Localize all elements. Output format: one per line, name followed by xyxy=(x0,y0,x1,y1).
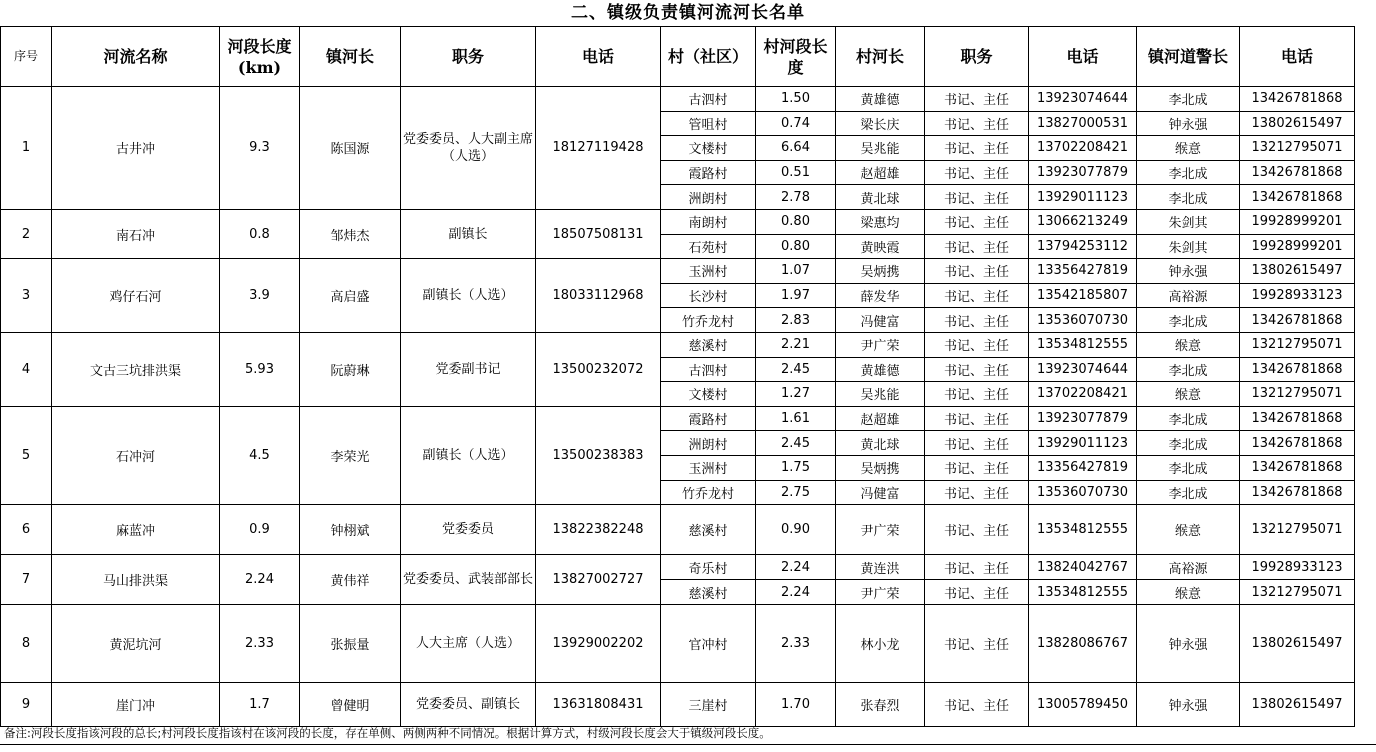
police-name: 李北成 xyxy=(1137,406,1240,431)
village-length: 2.24 xyxy=(756,555,836,580)
village-chief: 黄北球 xyxy=(836,431,925,456)
header-police: 镇河道警长 xyxy=(1137,27,1240,87)
village-length: 2.33 xyxy=(756,605,836,683)
police-phone: 19928933123 xyxy=(1240,283,1355,308)
town-role: 党委副书记 xyxy=(401,332,536,406)
river-no: 3 xyxy=(1,259,52,333)
town-chief: 阮蔚琳 xyxy=(300,332,401,406)
village-chief: 薛发华 xyxy=(836,283,925,308)
village-role: 书记、主任 xyxy=(925,259,1029,284)
table-row xyxy=(1,332,1355,357)
village-length: 0.80 xyxy=(756,234,836,259)
police-name: 钟永强 xyxy=(1137,259,1240,284)
river-no: 1 xyxy=(1,87,52,210)
village-phone: 13536070730 xyxy=(1029,308,1137,333)
police-phone: 19928999201 xyxy=(1240,209,1355,234)
village-name: 玉洲村 xyxy=(661,259,756,284)
village-role: 书记、主任 xyxy=(925,160,1029,185)
village-phone: 13923074644 xyxy=(1029,87,1137,112)
village-length: 2.78 xyxy=(756,185,836,210)
village-role: 书记、主任 xyxy=(925,111,1029,136)
village-name: 古泗村 xyxy=(661,357,756,382)
village-name: 管咀村 xyxy=(661,111,756,136)
village-name: 竹乔龙村 xyxy=(661,308,756,333)
village-role: 书记、主任 xyxy=(925,431,1029,456)
police-phone: 13426781868 xyxy=(1240,406,1355,431)
page-title: 二、镇级负责镇河流河长名单 xyxy=(571,3,805,23)
village-phone: 13534812555 xyxy=(1029,505,1137,555)
river-name: 古井冲 xyxy=(52,87,220,210)
town-chief: 曾健明 xyxy=(300,683,401,727)
header-village-phone: 电话 xyxy=(1029,27,1137,87)
header-river-name: 河流名称 xyxy=(52,27,220,87)
header-town-chief: 镇河长 xyxy=(300,27,401,87)
village-role: 书记、主任 xyxy=(925,683,1029,727)
village-phone: 13536070730 xyxy=(1029,480,1137,505)
table-header-row xyxy=(1,27,1355,87)
village-name: 慈溪村 xyxy=(661,580,756,605)
village-phone: 13702208421 xyxy=(1029,136,1137,161)
village-role: 书记、主任 xyxy=(925,234,1029,259)
police-name: 钟永强 xyxy=(1137,111,1240,136)
police-name: 李北成 xyxy=(1137,160,1240,185)
river-name: 鸡仔石河 xyxy=(52,259,220,333)
town-phone: 13631808431 xyxy=(536,683,661,727)
village-role: 书记、主任 xyxy=(925,308,1029,333)
police-name: 朱剑其 xyxy=(1137,234,1240,259)
police-phone: 13802615497 xyxy=(1240,111,1355,136)
police-phone: 13426781868 xyxy=(1240,455,1355,480)
village-phone: 13923074644 xyxy=(1029,357,1137,382)
village-phone: 13929011123 xyxy=(1029,431,1137,456)
village-length: 6.64 xyxy=(756,136,836,161)
village-length: 2.24 xyxy=(756,580,836,605)
village-name: 石苑村 xyxy=(661,234,756,259)
table-row xyxy=(1,406,1355,431)
village-name: 奇乐村 xyxy=(661,555,756,580)
river-name: 麻蓝冲 xyxy=(52,505,220,555)
police-phone: 13212795071 xyxy=(1240,505,1355,555)
village-name: 文楼村 xyxy=(661,382,756,407)
header-no: 序号 xyxy=(1,27,52,87)
village-phone: 13534812555 xyxy=(1029,332,1137,357)
village-length: 0.90 xyxy=(756,505,836,555)
river-length: 3.9 xyxy=(220,259,300,333)
village-name: 长沙村 xyxy=(661,283,756,308)
village-role: 书记、主任 xyxy=(925,455,1029,480)
table-row xyxy=(1,605,1355,683)
table-row xyxy=(1,683,1355,727)
town-role: 副镇长（人选） xyxy=(401,259,536,333)
police-name: 李北成 xyxy=(1137,308,1240,333)
village-role: 书记、主任 xyxy=(925,406,1029,431)
town-chief: 李荣光 xyxy=(300,406,401,504)
village-phone: 13542185807 xyxy=(1029,283,1137,308)
village-name: 南朗村 xyxy=(661,209,756,234)
village-length: 2.21 xyxy=(756,332,836,357)
police-phone: 13426781868 xyxy=(1240,357,1355,382)
village-length: 1.97 xyxy=(756,283,836,308)
village-chief: 黄连洪 xyxy=(836,555,925,580)
town-phone: 18127119428 xyxy=(536,87,661,210)
river-name: 石冲河 xyxy=(52,406,220,504)
header-village-chief: 村河长 xyxy=(836,27,925,87)
police-name: 朱剑其 xyxy=(1137,209,1240,234)
river-no: 7 xyxy=(1,555,52,605)
town-chief: 陈国源 xyxy=(300,87,401,210)
police-phone: 13426781868 xyxy=(1240,480,1355,505)
village-phone: 13827000531 xyxy=(1029,111,1137,136)
village-chief: 吴兆能 xyxy=(836,382,925,407)
river-length: 2.24 xyxy=(220,555,300,605)
footnote: 备注:河段长度指该河段的总长;村河段长度指该村在该河段的长度，存在单侧、两侧两种不同情况。根据计算方式，村级河段长度会大于镇级河段长度。 xyxy=(4,726,771,740)
village-chief: 赵超雄 xyxy=(836,406,925,431)
village-chief: 黄雄德 xyxy=(836,87,925,112)
river-length: 9.3 xyxy=(220,87,300,210)
river-no: 2 xyxy=(1,209,52,258)
village-chief: 黄北球 xyxy=(836,185,925,210)
town-role: 党委委员、武装部部长 xyxy=(401,555,536,605)
village-role: 书记、主任 xyxy=(925,87,1029,112)
town-role: 副镇长（人选） xyxy=(401,406,536,504)
table-row xyxy=(1,259,1355,284)
river-name: 马山排洪渠 xyxy=(52,555,220,605)
police-phone: 13426781868 xyxy=(1240,431,1355,456)
village-length: 2.45 xyxy=(756,357,836,382)
village-chief: 梁惠均 xyxy=(836,209,925,234)
village-name: 慈溪村 xyxy=(661,505,756,555)
river-no: 6 xyxy=(1,505,52,555)
town-chief: 黄伟祥 xyxy=(300,555,401,605)
river-no: 4 xyxy=(1,332,52,406)
river-length: 5.93 xyxy=(220,332,300,406)
river-length: 1.7 xyxy=(220,683,300,727)
village-phone: 13356427819 xyxy=(1029,455,1137,480)
police-phone: 19928999201 xyxy=(1240,234,1355,259)
village-role: 书记、主任 xyxy=(925,480,1029,505)
header-village: 村（社区） xyxy=(661,27,756,87)
table-row xyxy=(1,209,1355,234)
village-phone: 13923077879 xyxy=(1029,160,1137,185)
town-phone: 13500238383 xyxy=(536,406,661,504)
village-phone: 13794253112 xyxy=(1029,234,1137,259)
table-body xyxy=(1,87,1355,727)
village-role: 书记、主任 xyxy=(925,555,1029,580)
footer-divider xyxy=(0,744,1376,745)
police-name: 缑意 xyxy=(1137,580,1240,605)
police-phone: 13426781868 xyxy=(1240,308,1355,333)
village-role: 书记、主任 xyxy=(925,209,1029,234)
village-chief: 尹广荣 xyxy=(836,332,925,357)
village-phone: 13356427819 xyxy=(1029,259,1137,284)
village-chief: 吴炳携 xyxy=(836,259,925,284)
village-phone: 13828086767 xyxy=(1029,605,1137,683)
village-role: 书记、主任 xyxy=(925,357,1029,382)
town-chief: 邹炜杰 xyxy=(300,209,401,258)
police-name: 李北成 xyxy=(1137,431,1240,456)
village-chief: 吴兆能 xyxy=(836,136,925,161)
police-phone: 13212795071 xyxy=(1240,136,1355,161)
village-name: 洲朗村 xyxy=(661,431,756,456)
police-name: 钟永强 xyxy=(1137,605,1240,683)
police-phone: 13212795071 xyxy=(1240,382,1355,407)
village-name: 霞路村 xyxy=(661,160,756,185)
police-phone: 13426781868 xyxy=(1240,87,1355,112)
village-phone: 13824042767 xyxy=(1029,555,1137,580)
police-name: 李北成 xyxy=(1137,480,1240,505)
river-length: 0.8 xyxy=(220,209,300,258)
police-phone: 13426781868 xyxy=(1240,185,1355,210)
village-role: 书记、主任 xyxy=(925,382,1029,407)
police-name: 高裕源 xyxy=(1137,283,1240,308)
village-length: 2.75 xyxy=(756,480,836,505)
river-name: 黄泥坑河 xyxy=(52,605,220,683)
river-name: 崖门冲 xyxy=(52,683,220,727)
police-name: 缑意 xyxy=(1137,505,1240,555)
police-phone: 13802615497 xyxy=(1240,259,1355,284)
village-name: 官冲村 xyxy=(661,605,756,683)
police-name: 钟永强 xyxy=(1137,683,1240,727)
header-phone: 电话 xyxy=(536,27,661,87)
header-role: 职务 xyxy=(401,27,536,87)
police-name: 李北成 xyxy=(1137,455,1240,480)
village-role: 书记、主任 xyxy=(925,185,1029,210)
village-length: 0.80 xyxy=(756,209,836,234)
village-chief: 吴炳携 xyxy=(836,455,925,480)
river-no: 9 xyxy=(1,683,52,727)
table-row xyxy=(1,505,1355,555)
town-chief: 张振量 xyxy=(300,605,401,683)
police-phone: 13802615497 xyxy=(1240,683,1355,727)
village-role: 书记、主任 xyxy=(925,605,1029,683)
river-no: 5 xyxy=(1,406,52,504)
village-phone: 13702208421 xyxy=(1029,382,1137,407)
village-phone: 13005789450 xyxy=(1029,683,1137,727)
police-name: 缑意 xyxy=(1137,382,1240,407)
village-length: 1.70 xyxy=(756,683,836,727)
river-no: 8 xyxy=(1,605,52,683)
village-chief: 林小龙 xyxy=(836,605,925,683)
town-chief: 高启盛 xyxy=(300,259,401,333)
village-phone: 13929011123 xyxy=(1029,185,1137,210)
police-name: 李北成 xyxy=(1137,185,1240,210)
header-village-role: 职务 xyxy=(925,27,1029,87)
town-phone: 13822382248 xyxy=(536,505,661,555)
river-length: 2.33 xyxy=(220,605,300,683)
table-row xyxy=(1,555,1355,580)
village-name: 洲朗村 xyxy=(661,185,756,210)
village-length: 0.51 xyxy=(756,160,836,185)
village-chief: 冯健富 xyxy=(836,480,925,505)
police-phone: 19928933123 xyxy=(1240,555,1355,580)
village-length: 1.07 xyxy=(756,259,836,284)
village-chief: 黄映霞 xyxy=(836,234,925,259)
header-village-length: 村河段长度 xyxy=(756,27,836,87)
village-name: 古泗村 xyxy=(661,87,756,112)
town-phone: 18507508131 xyxy=(536,209,661,258)
police-name: 缑意 xyxy=(1137,332,1240,357)
header-river-length: 河段长度(km) xyxy=(220,27,300,87)
village-length: 2.45 xyxy=(756,431,836,456)
town-phone: 13500232072 xyxy=(536,332,661,406)
village-length: 1.61 xyxy=(756,406,836,431)
village-chief: 赵超雄 xyxy=(836,160,925,185)
river-length: 0.9 xyxy=(220,505,300,555)
village-length: 0.74 xyxy=(756,111,836,136)
police-name: 缑意 xyxy=(1137,136,1240,161)
village-name: 慈溪村 xyxy=(661,332,756,357)
village-chief: 黄雄德 xyxy=(836,357,925,382)
town-phone: 13929002202 xyxy=(536,605,661,683)
village-length: 1.75 xyxy=(756,455,836,480)
river-length: 4.5 xyxy=(220,406,300,504)
town-chief: 钟栩斌 xyxy=(300,505,401,555)
town-role: 党委委员 xyxy=(401,505,536,555)
village-name: 竹乔龙村 xyxy=(661,480,756,505)
header-police-phone: 电话 xyxy=(1240,27,1355,87)
village-name: 霞路村 xyxy=(661,406,756,431)
village-name: 三崖村 xyxy=(661,683,756,727)
village-chief: 冯健富 xyxy=(836,308,925,333)
village-length: 2.83 xyxy=(756,308,836,333)
police-phone: 13212795071 xyxy=(1240,580,1355,605)
police-phone: 13802615497 xyxy=(1240,605,1355,683)
town-role: 人大主席（人选） xyxy=(401,605,536,683)
village-chief: 尹广荣 xyxy=(836,505,925,555)
village-role: 书记、主任 xyxy=(925,505,1029,555)
village-chief: 梁长庆 xyxy=(836,111,925,136)
village-role: 书记、主任 xyxy=(925,136,1029,161)
village-phone: 13066213249 xyxy=(1029,209,1137,234)
village-role: 书记、主任 xyxy=(925,580,1029,605)
police-phone: 13212795071 xyxy=(1240,332,1355,357)
police-phone: 13426781868 xyxy=(1240,160,1355,185)
town-role: 副镇长 xyxy=(401,209,536,258)
village-length: 1.50 xyxy=(756,87,836,112)
village-role: 书记、主任 xyxy=(925,283,1029,308)
river-chief-table xyxy=(0,26,1355,727)
river-name: 文古三坑排洪渠 xyxy=(52,332,220,406)
village-role: 书记、主任 xyxy=(925,332,1029,357)
village-name: 文楼村 xyxy=(661,136,756,161)
town-phone: 13827002727 xyxy=(536,555,661,605)
village-chief: 尹广荣 xyxy=(836,580,925,605)
village-length: 1.27 xyxy=(756,382,836,407)
police-name: 李北成 xyxy=(1137,357,1240,382)
town-role: 党委委员、副镇长 xyxy=(401,683,536,727)
police-name: 高裕源 xyxy=(1137,555,1240,580)
village-phone: 13534812555 xyxy=(1029,580,1137,605)
town-role: 党委委员、人大副主席（人选） xyxy=(401,87,536,210)
police-name: 李北成 xyxy=(1137,87,1240,112)
table-row xyxy=(1,87,1355,112)
river-name: 南石冲 xyxy=(52,209,220,258)
village-chief: 张春烈 xyxy=(836,683,925,727)
village-phone: 13923077879 xyxy=(1029,406,1137,431)
town-phone: 18033112968 xyxy=(536,259,661,333)
village-name: 玉洲村 xyxy=(661,455,756,480)
